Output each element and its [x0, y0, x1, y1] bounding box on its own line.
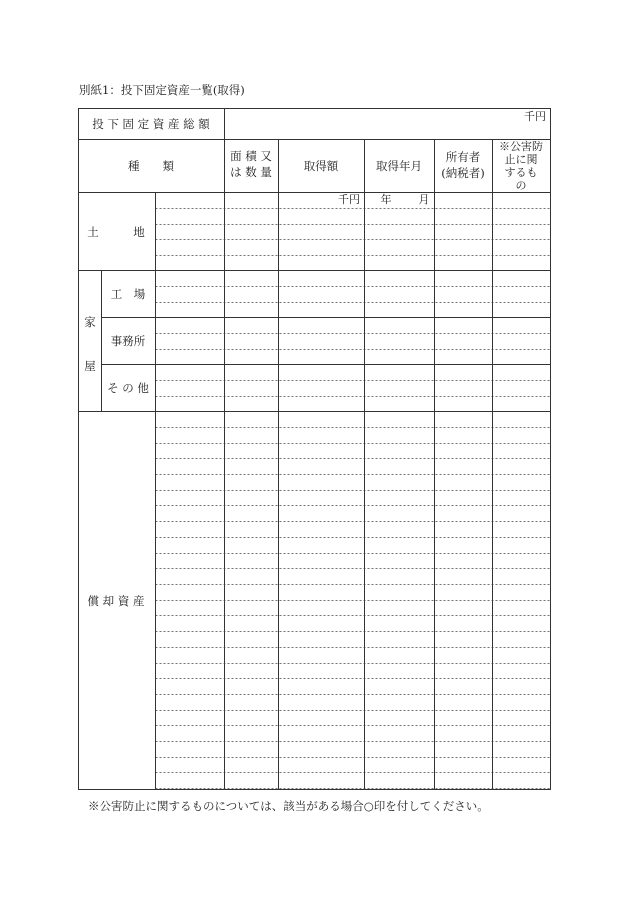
header-pollution-1: ※公害防 — [499, 140, 543, 153]
header-pollution-2: 止に関 — [504, 153, 538, 166]
category-depreciable: 償 却 資 産 — [87, 594, 145, 608]
category-office: 事務所 — [110, 334, 146, 348]
header-owner-1: 所有者 — [445, 150, 481, 164]
table-border — [79, 109, 551, 790]
category-land: 土 地 — [87, 225, 145, 239]
month-unit: 月 — [418, 193, 430, 206]
summary-label: 投 下 固 定 資 産 総 額 — [92, 117, 210, 131]
summary-unit: 千円 — [524, 110, 546, 123]
header-owner-2: (納税者) — [441, 166, 485, 180]
year-unit: 年 — [380, 193, 392, 206]
header-pollution-4: の — [515, 179, 527, 192]
header-area-1: 面 積 又 — [230, 149, 272, 163]
amount-unit: 千円 — [338, 193, 360, 206]
header-acquisition-amount: 取得額 — [303, 159, 339, 173]
header-area-2: は 数 量 — [230, 165, 272, 179]
category-factory: 工 場 — [110, 287, 146, 301]
category-other: そ の 他 — [107, 381, 149, 395]
header-pollution-3: するも — [504, 166, 538, 179]
header-kind: 種 類 — [128, 159, 174, 173]
footnote: ※公害防止に関するものについては、該当がある場合○印を付してください。 — [88, 799, 489, 813]
document-title: 別紙1：投下固定資産一覧(取得) — [79, 83, 245, 97]
category-building: 家 — [84, 315, 96, 329]
header-acquisition-date: 取得年月 — [376, 159, 422, 173]
category-building-2: 屋 — [84, 359, 96, 373]
